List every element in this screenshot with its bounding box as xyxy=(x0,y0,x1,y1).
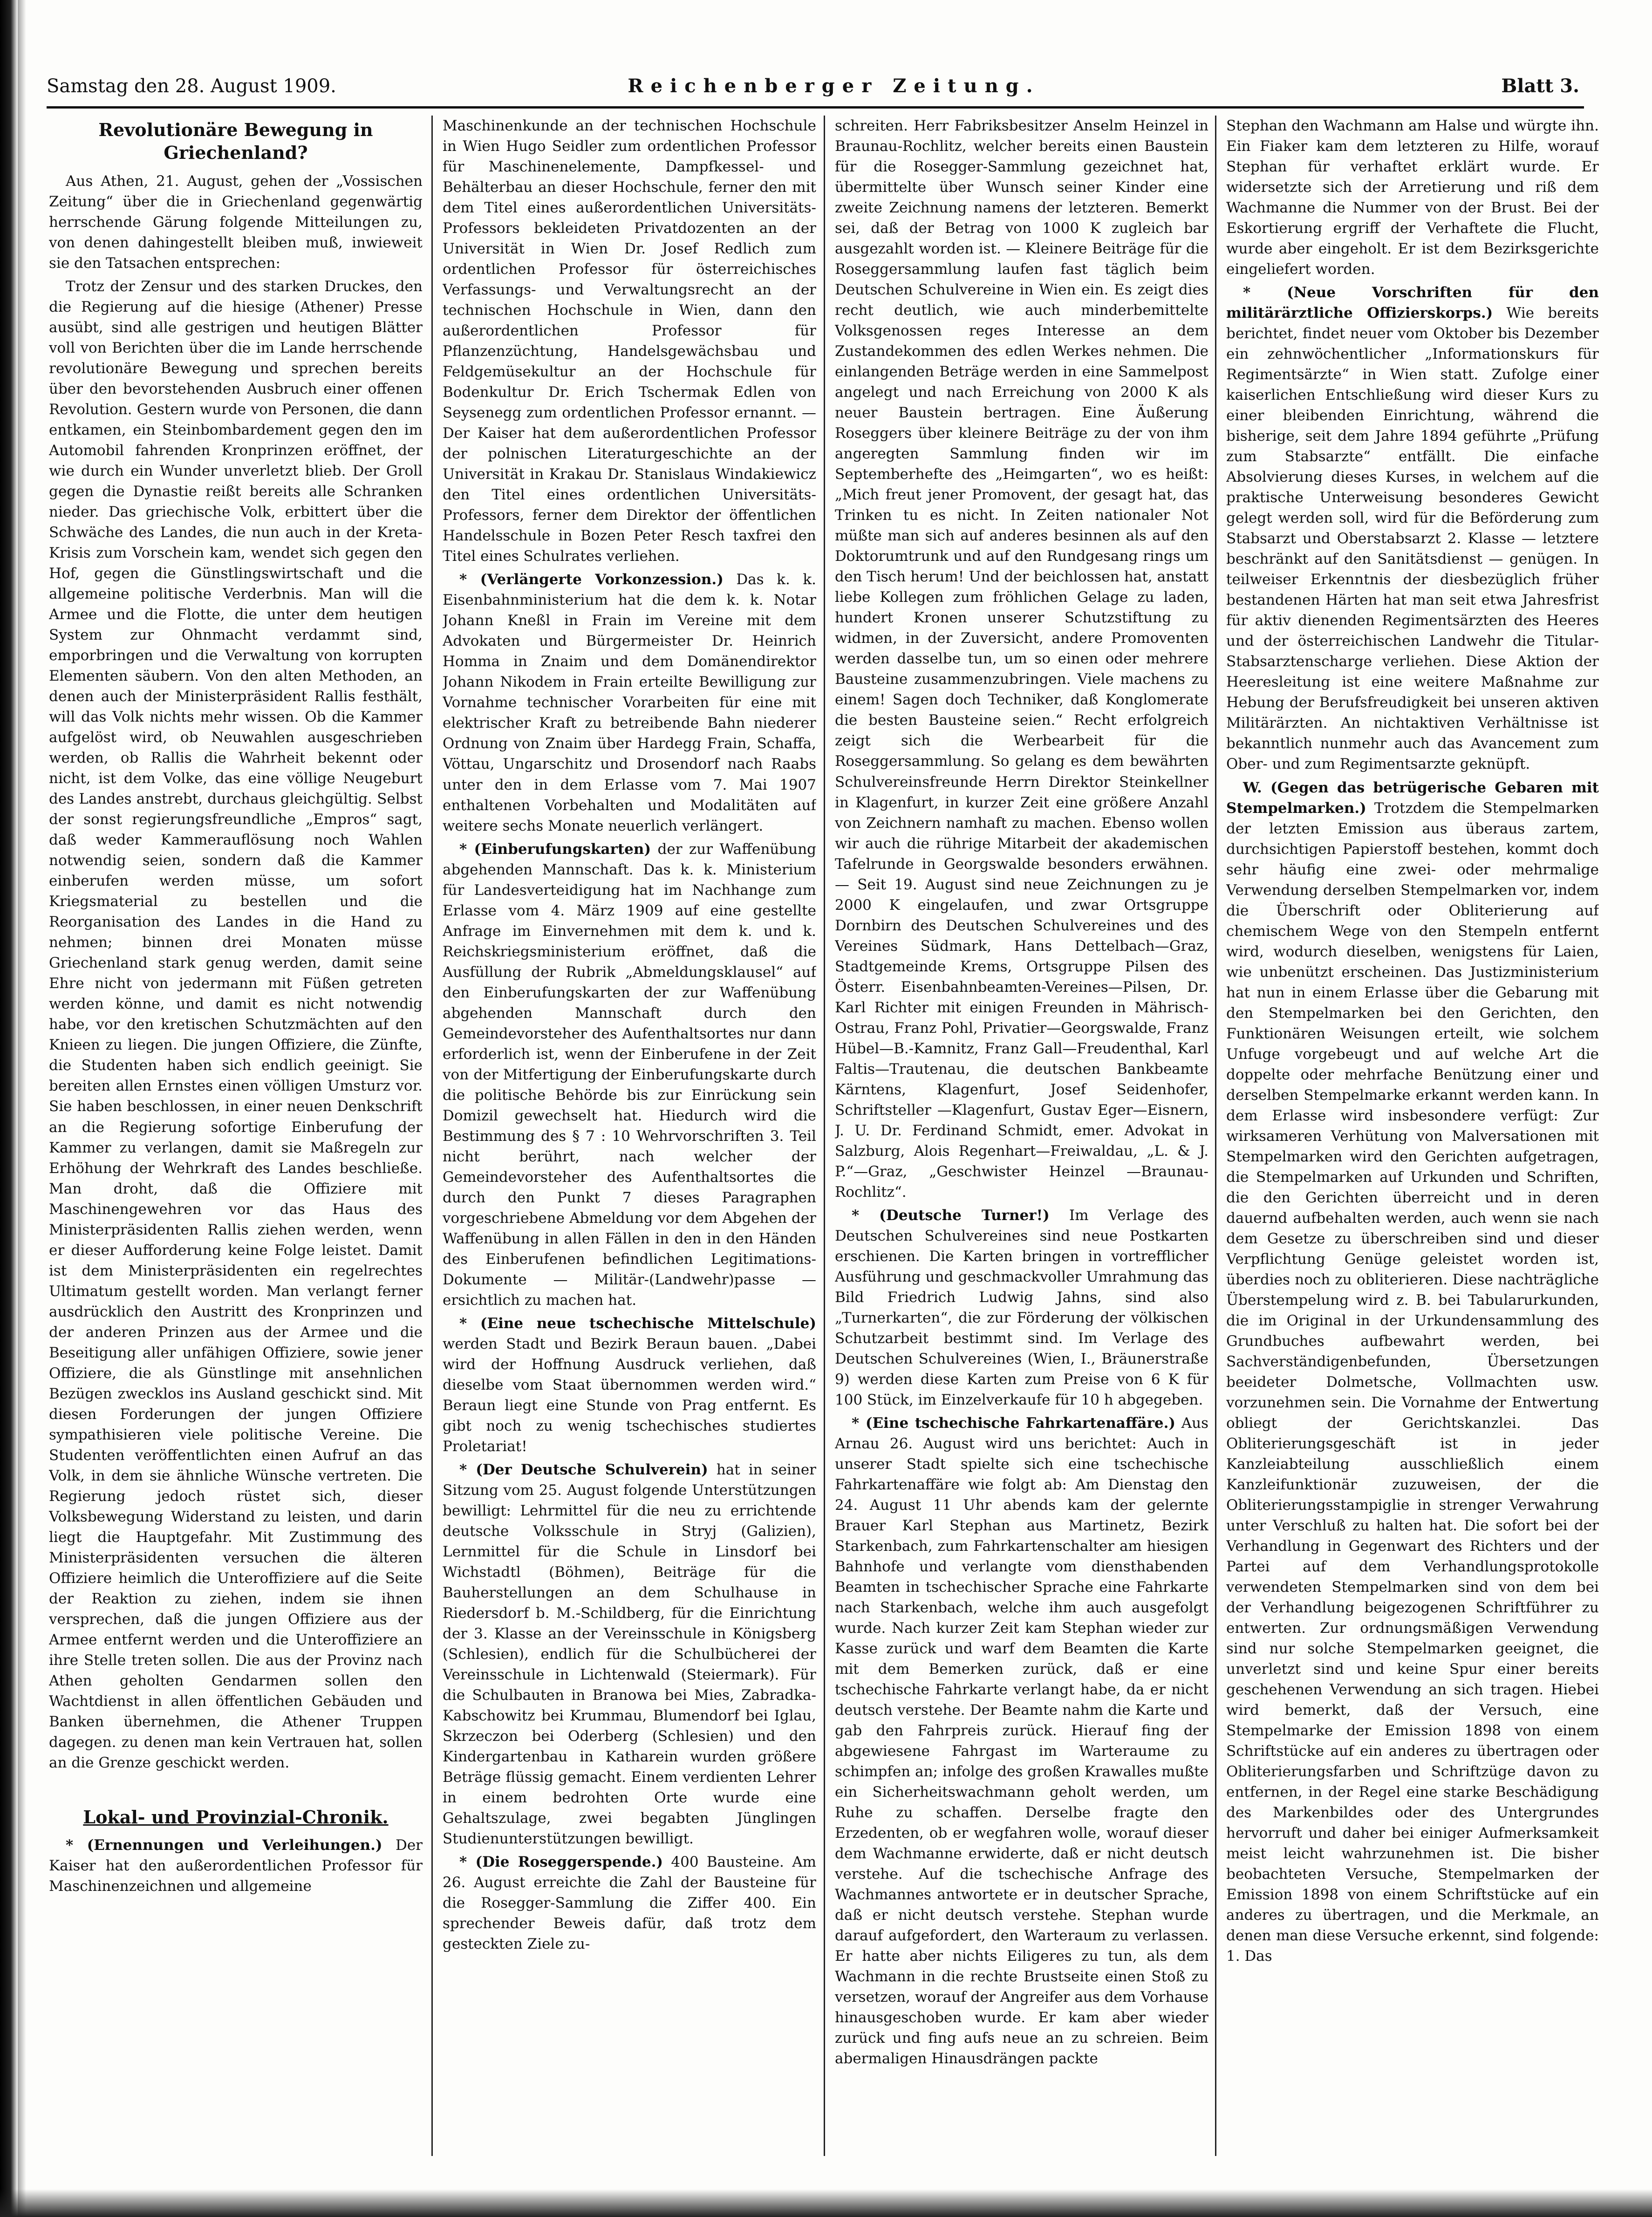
paragraph-text: hat in seiner Sitzung vom 25. August folgende Unterstützungen bewilligt: Lehrmittel für die neu zu errichtende deutsche Volksschule in Stryj (Galizien), Lernmittel für die Schule in Linsdorf bei Wichstadtl (Böhmen), Beiträge für die Bauherstellungen an dem Schulhause in Riedersdorf b. M.-Schildberg, für die Einrichtung der 3. Klasse an der Vereinsschule in Königsberg (Schlesien), endlich für die Schulbücherei der Vereinsschule in Lichtenwald (Steiermark). Für die Schulbauten in Branowa bei Mies, Zabradka-Kabschowitz bei Krummau, Blumendorf bei Iglau, Skrzeczon bei Oderberg (Schlesien) und den Kindergartenbau in Katharein wurden größere Beträge flüssig gemacht. Einem verdienten Lehrer in einem bedrohten Orte wurde eine Gehaltszulage, zwei begabten Jünglingen Studienunterstützungen bewilligt. xyxy=(443,1461,816,1848)
paragraph-text: werden Stadt und Bezirk Beraun bauen. „Dabei wird der Hoffnung Ausdruck verliehen, daß dieselbe vom Staat übernommen werden wird.“ Beraun liegt eine Stunde von Prag entfernt. Es gibt noch zu wenig tschechisches studiertes Proletariat! xyxy=(443,1335,816,1455)
paragraph-text: Wie bereits berichtet, findet neuer vom Oktober bis Dezember ein zehnwöchentlicher „Informationskurs für Regimentsärzte“ in Wien statt. Zufolge einer kaiserlichen Entschließung wird dieser Kurs zu einer bleibenden Einrichtung, während die bisherige, seit dem Jahre 1894 geführte „Prüfung zum Stabsarzte“ entfällt. Die einfache Absolvierung dieses Kurses, in welchem auf die praktische Unterweisung besonderes Gewicht gelegt werden soll, wird für die Beförderung zum Stabsarzt und Oberstabsarzt 2. Klasse — letztere beschränkt auf den Sanitätsdienst — genügen. In teilweiser Erkenntnis der diesbezüglich früher bestandenen Härten hat man seit etwa Jahresfrist für aktiv dienenden Regimentsärzten des Heeres und der österreichischen Landwehr die Titular-Stabsarztenscharge verliehen. Diese Aktion der Heeresleitung ist eine weitere Maßnahme zur Hebung der Berufsfreudigkeit bei unseren aktiven Militärärzten. An nichtaktiven Verhältnisse ist bekanntlich nunmehr auch das Avancement zum Ober- und zum Regimentsarzte geknüpft. xyxy=(1226,305,1599,773)
scan-binding-gradient xyxy=(18,0,26,2217)
article-paragraph xyxy=(49,1835,423,1896)
column-2 xyxy=(443,116,816,2156)
column-rule-1 xyxy=(431,116,433,2156)
scan-binding-shadow xyxy=(0,0,18,2217)
paragraph-keyword: * (Der Deutsche Schulverein) xyxy=(459,1461,708,1479)
column-4 xyxy=(1226,116,1599,2156)
column-rule-3 xyxy=(1215,116,1216,2156)
paragraph-keyword: * (Deutsche Turner!) xyxy=(852,1207,1050,1224)
paragraph-text: Aus Arnau 26. August wird uns berichtet: Auch in unserer Stadt spielte sich eine tschechische Fahrkartenaffäre wie folgt ab: Am Dienstag den 24. August 11 Uhr abends kam der gelernte Brauer Karl Stephan aus Martinetz, Bezirk Starkenbach, zum Fahrkartenschalter am hiesigen Bahnhofe und verlangte vom diensthabenden Beamten in tschechischer Sprache eine Fahrkarte nach Starkenbach, welche ihm auch ausgefolgt wurde. Nach kurzer Zeit kam Stephan wieder zur Kasse zurück und warf dem Beamten die Karte mit dem Bemerken zurück, daß er eine tschechische Fahrkarte verlangt habe, da er nicht deutsch verstehe. Der Beamte nahm die Karte und gab den Fahrpreis zurück. Hierauf fing der abgewiesene Fahrgast im Warteraume zu schimpfen an; infolge des großen Krawalles mußte ein Sicherheitswachmann geholt werden, um Ruhe zu schaffen. Derselbe fragte den Erzedenten, ob er wegfahren wolle, worauf dieser dem Wachmanne erwiderte, daß er nicht deutsch verstehe. Auf die tschechische Anfrage des Wachmannes antwortete er in deutscher Sprache, daß er nicht deutsch verstehe. Stephan wurde darauf aufgefordert, den Warteraum zu verlassen. Er hatte aber nichts Eiligeres zu tun, als dem Wachmann in die rechte Brustseite einen Stoß zu versetzen, worauf der Angreifer aus dem Vorhause hinausgeschoben wurde. Er kam aber wieder zurück und fing aufs neue an zu schreien. Beim abermaligen Hinausdrängen packte xyxy=(835,1414,1208,2067)
article-paragraph xyxy=(443,569,816,836)
article-paragraph xyxy=(1226,778,1599,1967)
article-paragraph: Aus Athen, 21. August, gehen der „Vossischen Zeitung“ über die in Griechenland gegenwärtig herrschende Gärung folgende Mitteilungen zu, von denen dahingestellt bleiben muß, inwieweit sie den Tatsachen entsprechen: xyxy=(49,172,423,272)
paragraph-text: Der Kaiser hat den außerordentlichen Professor für Maschinenzeichnen und allgemeine xyxy=(49,1837,423,1895)
article-paragraph xyxy=(835,1413,1208,2069)
paragraph-text: 400 Bausteine. Am 26. August erreichte die Zahl der Bausteine für die Rosegger-Sammlung die Ziffer 400. Ein sprechender Beweis dafür, daß trotz dem gesteckten Ziele zu- xyxy=(443,1854,816,1953)
article-heading-greece: Revolutionäre Bewegung in Griechenland? xyxy=(98,119,373,164)
article-paragraph xyxy=(835,1205,1208,1410)
paragraph-text: der zur Waffenübung abgehenden Mannschaft. Das k. k. Ministerium für Landesverteidigung hat im Nachhange zum Erlasse vom 4. März 1909 auf eine gestellte Anfrage im Einvernehmen mit dem k. und k. Reichskriegsministerium eröffnet, daß die Ausfüllung der Rubrik „Abmeldungsklausel“ auf den Einberufungskarten der zur Waffenübung abgehenden Mannschaft durch den Gemeindevorsteher des Aufenthaltsortes nur dann erforderlich ist, wenn der Einberufene in der Zeit von der Mitfertigung der Einberufungskarte durch die politische Behörde bis zur Einrückung sein Domizil gewechselt hat. Hiedurch wird die Bestimmung des § 7 : 10 Wehrvorschriften 3. Teil nicht berührt, nach welcher der Gemeindevorsteher des Aufenthaltsortes die durch den Punkt 7 dieses Paragraphen vorgeschriebene Abmeldung vor dem Abgehen der Waffenübung in allen Fällen in den in den Händen des Einberufenen befindlichen Legitimations-Dokumente — Militär-(Landwehr)passe — ersichtlich zu machen hat. xyxy=(443,840,816,1309)
newspaper-title: Reichenberger Zeitung. xyxy=(628,75,1040,97)
column-3 xyxy=(835,116,1208,2156)
article-paragraph xyxy=(443,839,816,1310)
paragraph-keyword: W. (Gegen das betrügerische Gebaren mit Stempelmarken.) xyxy=(1226,779,1599,817)
article-paragraph xyxy=(1226,282,1599,774)
article-paragraph: Trotz der Zensur und des starken Druckes, den die Regierung auf die hiesige (Athener) Presse ausübt, sind alle gestrigen und heutigen Blätter voll von Berichten über die im Lande herrschende revolutionäre Bewegung und sprechen bereits über den bevorstehenden Ausbruch einer offenen Revolution. Gestern wurde von Personen, die dann entkamen, ein Steinbombardement gegen den im Automobil fahrenden Kronprinzen eröffnet, der wie durch ein Wunder unverletzt blieb. Der Groll gegen die Dynastie reißt bereits alle Schranken nieder. Das griechische Volk, erbittert über die Schwäche des Landes, die nun auch in der Kreta-Krisis zum Vorschein kam, wendet sich gegen den Hof, gegen die Günstlingswirtschaft und die allgemeine politische Verderbnis. Man will die Armee und die Flotte, die unter dem heutigen System zur Ohnmacht verdammt sind, emporbringen und die Verwaltung von korrupten Elementen säubern. Von den alten Methoden, an denen auch der Ministerpräsident Rallis festhält, will das Volk nichts mehr wissen. Ob die Kammer aufgelöst wird, ob Neuwahlen ausgeschrieben werden, ob Rallis die Wahrheit bekennt oder nicht, ist dem Volke, das eine völlige Neugeburt des Landes anstrebt, durchaus gleichgültig. Selbst der sonst regierungsfreundliche „Empros“ sagt, daß weder Kammerauflösung noch Wahlen notwendig seien, sondern daß die Kammer einberufen werden müsse, um sofort Kriegsmaterial zu bestellen und die Reorganisation des Landes in die Hand zu nehmen; binnen drei Monaten müsse Griechenland stark genug werden, damit seine Ehre nicht von jedermann mit Füßen getreten werden könne, und damit es nicht notwendig habe, vor den kretischen Schutzmächten auf den Knieen zu liegen. Die jungen Offiziere, die Zünfte, die Studenten haben sich endlich geeinigt. Sie bereiten allen Ernstes einen völligen Umsturz vor. Sie haben beschlossen, in einer neuen Denkschrift an die Regierung sofortige Einberufung der Kammer zu verlangen, damit sie Maßregeln zur Erhöhung der Wehrkraft des Landes beschließe. Man droht, daß die Offiziere mit Maschinengewehren vor das Haus des Ministerpräsidenten Rallis ziehen werden, wenn er dieser Aufforderung keine Folge leistet. Damit ist dem Ministerpräsidenten ein regelrechtes Ultimatum gestellt worden. Man verlangt ferner ausdrücklich den Austritt des Kronprinzen und der anderen Prinzen aus der Armee und die Beseitigung aller unfähigen Offiziere, sowie jener Offiziere, die als Günstlinge mit ansehnlichen Bezügen zwecklos ins Ausland geschickt sind. Mit diesen Forderungen der jungen Offiziere sympathisieren viele politische Vereine. Die Studenten veröffentlichten einen Aufruf an das Volk, in dem sie ähnliche Wünsche vertreten. Die Regierung jedoch rüstet sich, dieser Volksbewegung Widerstand zu leisten, und darin liegt die Hauptgefahr. Mit Zustimmung des Ministerpräsidenten versuchen die älteren Offiziere heimlich die Unteroffiziere auf die Seite der Reaktion zu ziehen, indem sie ihnen versprechen, daß die jungen Offiziere aus der Armee entfernt werden und die Unteroffiziere an ihre Stelle treten sollen. Die aus der Provinz nach Athen geholten Gendarmen sollen den Wachtdienst in allen öffentlichen Gebäuden und Banken übernehmen, die Athener Truppen dagegen. zu denen man kein Vertrauen hat, sollen an die Grenze geschickt werden. xyxy=(49,278,423,1771)
scan-bottom-shadow xyxy=(0,2189,1652,2217)
paragraph-text: Trotzdem die Stempelmarken der letzten Emission aus überaus zartem, durchsichtigen Papierstoff bestehen, kommt doch sehr häufig eine zwei- oder mehrmalige Verwendung derselben Stempelmarken vor, indem die Überschrift oder Obliterierung auf chemischem Wege von den Stempeln entfernt wird, wodurch dieselben, wenigstens für Laien, wie unbenützt erscheinen. Das Justizministerium hat nun in einem Erlasse über die Gebarung mit den Stempelmarken bei den Gerichten, den Funktionären Weisungen erteilt, wie solchem Unfuge vorgebeugt und auf welche Art die doppelte oder mehrfache Benützung einer und derselben Stempelmarke erkannt werden kann. In dem Erlasse wird insbesondere verfügt: Zur wirksameren Verhütung von Malversationen mit Stempelmarken wird den Gerichten aufgetragen, die Stempelmarken auf Urkunden und Schriften, die den Gerichten überreicht und in deren dauernd aufbehalten werden, auch wenn sie nach dem Gesetze zu überschreiben sind und dieser Verpflichtung Genüge geleistet worden ist, überdies noch zu obliterieren. Diese nachträgliche Überstempelung wird z. B. bei Tabularurkunden, die im Original in der Urkundensammlung des Grundbuches aufbewahrt werden, bei Sachverständigenbefunden, Übersetzungen beeideter Dolmetsche, Vollmachten usw. vorzunehmen sein. Die Vornahme der Entwertung obliegt der Gerichtskanzlei. Das Obliterierungsgeschäft ist in jeder Kanzleiabteilung ausschließlich einem Kanzleifunktionär zuzuweisen, der die Obliterierungsstampiglie in strenger Verwahrung unter Verschluß zu halten hat. Die sofort bei der Verhandlung in Gegenwart des Richters und der Partei auf dem Verhandlungsprotokolle verwendeten Stempelmarken sind von dem bei der Verhandlung beigezogenen Schriftführer zu entwerten. Zur ordnungsmäßigen Verwendung sind nur solche Stempelmarken geeignet, die unverletzt sind und keine Spur einer bereits geschehenen Verwendung an sich tragen. Hiebei wird bemerkt, daß der Versuch, eine Stempelmarke der Emission 1898 von einem Schriftstücke auf ein anderes zu übertragen oder Obliterierungsfarben und Schriftzüge davon zu entfernen, in der Regel eine starke Beschädigung des Markenbildes oder des Untergrundes hervorruft und daher bei einiger Aufmerksamkeit meist leicht wahrzunehmen ist. Die bisher beobachteten Versuche, Stempelmarken der Emission 1898 von einem Schriftstücke auf ein anderes zu übertragen, und die Merkmale, an denen man diese Versuche erkennt, sind folgende: 1. Das xyxy=(1226,799,1599,1965)
column-rule-2 xyxy=(824,116,825,2156)
paragraph-text: Das k. k. Eisenbahnministerium hat die dem k. k. Notar Johann Kneßl in Frain im Vereine mit dem Advokaten und Bürgermeister Dr. Heinrich Homma in Znaim und dem Domänendirektor Johann Nikodem in Frain erteilte Bewilligung zur Vornahme technischer Vorarbeiten für eine mit elektrischer Kraft zu betreibende Bahn niederer Ordnung von Znaim über Hardegg Frain, Schaffa, Vöttau, Ungarschitz und Drosendorf nach Raabs unter den in dem Erlasse vom 7. Mai 1907 enthaltenen Vorbehalten und Modalitäten auf weitere sechs Monate neuerlich verlängert. xyxy=(443,571,816,834)
article-paragraph: schreiten. Herr Fabriksbesitzer Anselm Heinzel in Braunau-Rochlitz, welcher bereits einen Baustein für die Rosegger-Sammlung gezeichnet hat, übermittelte über Wunsch seiner Kinder eine zweite Zeichnung namens der letzteren. Bemerkt sei, daß der Betrag von 1000 K zugleich bar ausgezahlt worden ist. — Kleinere Beiträge für die Roseggersammlung laufen fast täglich beim Deutschen Schulvereine in Wien ein. Es zeigt dies recht deutlich, wie auch minderbemittelte Volksgenossen reges Interesse an dem Zustandekommen des edlen Werkes nehmen. Die einlangenden Beträge werden in eine Sammelpost angelegt und nach Erreichung von 2000 K als neuer Baustein bertragen. Eine Äußerung Roseggers über kleinere Beiträge zu der von ihm angeregten Sammlung finden wir im Septemberhefte des „Heimgarten“, wo es heißt: „Mich freut jener Promovent, der gesagt hat, das Trinken tu es nicht. In Zeiten nationaler Not müßte man sich auf anderes besinnen als auf den Doktorumtrunk und auf den Rundgesang rings um den Tisch herum! Und der beichlossen hat, anstatt liebe Kollegen zum fröhlichen Gelage zu laden, hundert Kronen unserer Schutzstiftung zu widmen, in der Zuversicht, andere Promoventen werden dasselbe tun, um so einen oder mehrere Bausteine zusammenzubringen. Viele machens zu einem! Sagen doch Techniker, daß Konglomerate die besten Bausteine seien.“ Recht erfolgreich zeigt sich die Werbearbeit für die Roseggersammlung. So gelang es dem bewährten Schulvereinsfreunde Herrn Direktor Steinkellner in Klagenfurt, in kurzer Zeit eine größere Anzahl von Zeichnern namhaft zu machen. Ebenso wollen wir auch die rührige Mitarbeit der akademischen Tafelrunde in Georgswalde besonders erwähnen. — Seit 19. August sind neue Zeichnungen zu je 2000 K eingelaufen, und zwar Ortsgruppe Dornbirn des Deutschen Schulvereines und des Vereines Südmark, Hans Dettelbach—Graz, Stadtgemeinde Krems, Ortsgruppe Pilsen des Österr. Eisenbahnbeamten-Vereines—Pilsen, Dr. Karl Richter mit einigen Freunden in Mährisch-Ostrau, Franz Pohl, Privatier—Georgswalde, Franz Hübel—B.-Kamnitz, Franz Gall—Freudenthal, Karl Faltis—Trautenau, die deutschen Bankbeamte Kärntens, Klagenfurt, Josef Seidenhofer, Schriftsteller —Klagenfurt, Gustav Eger—Eisnern, J. U. Dr. Ferdinand Schmidt, emer. Advokat in Salzburg, Alois Regenhart—Freiwaldau, „L. & J. P.“—Graz, „Geschwister Heinzel —Braunau-Rochlitz“. xyxy=(835,117,1208,1201)
article-paragraph: Maschinenkunde an der technischen Hochschule in Wien Hugo Seidler zum ordentlichen Professor für Maschinenelemente, Dampfkessel- und Behälterbau an dieser Hochschule, ferner den mit dem Titel eines außerordentlichen Universitäts-Professors bekleideten Privatdozenten an der Universität in Wien Dr. Josef Redlich zum ordentlichen Professor für österreichisches Verfassungs- und Verwaltungsrecht an der technischen Hochschule in Wien, dann den außerordentlichen Professor für Pflanzenzüchtung, Handelsgewächsbau und Feldgemüsekultur an der Hochschule für Bodenkultur Dr. Erich Tschermak Edlen von Seysenegg zum ordentlichen Professor ernannt. — Der Kaiser hat dem außerordentlichen Professor der polnischen Literaturgeschichte an der Universität in Krakau Dr. Stanislaus Windakiewicz den Titel eines ordentlichen Universitäts-Professors, ferner dem Direktor der öffentlichen Handelsschule in Bozen Peter Resch taxfrei den Titel eines Schulrates verliehen. xyxy=(443,117,816,565)
paragraph-text: Im Verlage des Deutschen Schulvereines sind neue Postkarten erschienen. Die Karten bringen in vortrefflicher Ausführung und geschmackvoller Umrahmung das Bild Friedrich Ludwig Jahns, sind also „Turnerkarten“, die zur Förderung der völkischen Schutzarbeit bestimmt sind. Im Verlage des Deutschen Schulvereines (Wien, I., Bräunerstraße 9) werden diese Karten zum Preise von 6 K für 100 Stück, im Einzelverkaufe für 10 h abgegeben. xyxy=(835,1207,1208,1408)
article-paragraph: Stephan den Wachmann am Halse und würgte ihn. Ein Fiaker kam dem letzteren zu Hilfe, worauf Stephan für verhaftet erklärt wurde. Er widersetzte sich der Arretierung und riß dem Wachmanne die Nummer von der Brust. Bei der Eskortierung ergriff der Verhaftete die Flucht, wurde aber eingeholt. Er ist dem Bezirksgerichte eingeliefert worden. xyxy=(1226,117,1599,278)
article-paragraph xyxy=(443,1460,816,1849)
page-number: Blatt 3. xyxy=(1501,75,1579,97)
paragraph-keyword: * (Eine tschechische Fahrkartenaffäre.) xyxy=(852,1414,1176,1432)
section-heading-local-chronicle: Lokal- und Provinzial-Chronik. xyxy=(83,1807,389,1828)
article-paragraph xyxy=(443,1313,816,1457)
header-date: Samstag den 28. August 1909. xyxy=(47,75,336,97)
paragraph-keyword: * (Ernennungen und Verleihungen.) xyxy=(66,1837,382,1854)
page-header xyxy=(47,70,1579,102)
paragraph-keyword: * (Neue Vorschriften für den militärärztliche Offizierskorps.) xyxy=(1226,284,1599,322)
article-paragraph xyxy=(443,1852,816,1954)
paragraph-keyword: * (Eine neue tschechische Mittelschule) xyxy=(459,1315,816,1332)
paragraph-keyword: * (Die Roseggerspende.) xyxy=(459,1854,663,1871)
paragraph-keyword: * (Einberufungskarten) xyxy=(459,840,651,858)
header-rule xyxy=(47,106,1584,109)
paragraph-keyword: * (Verlängerte Vorkonzession.) xyxy=(459,571,724,588)
column-1 xyxy=(49,116,423,2156)
